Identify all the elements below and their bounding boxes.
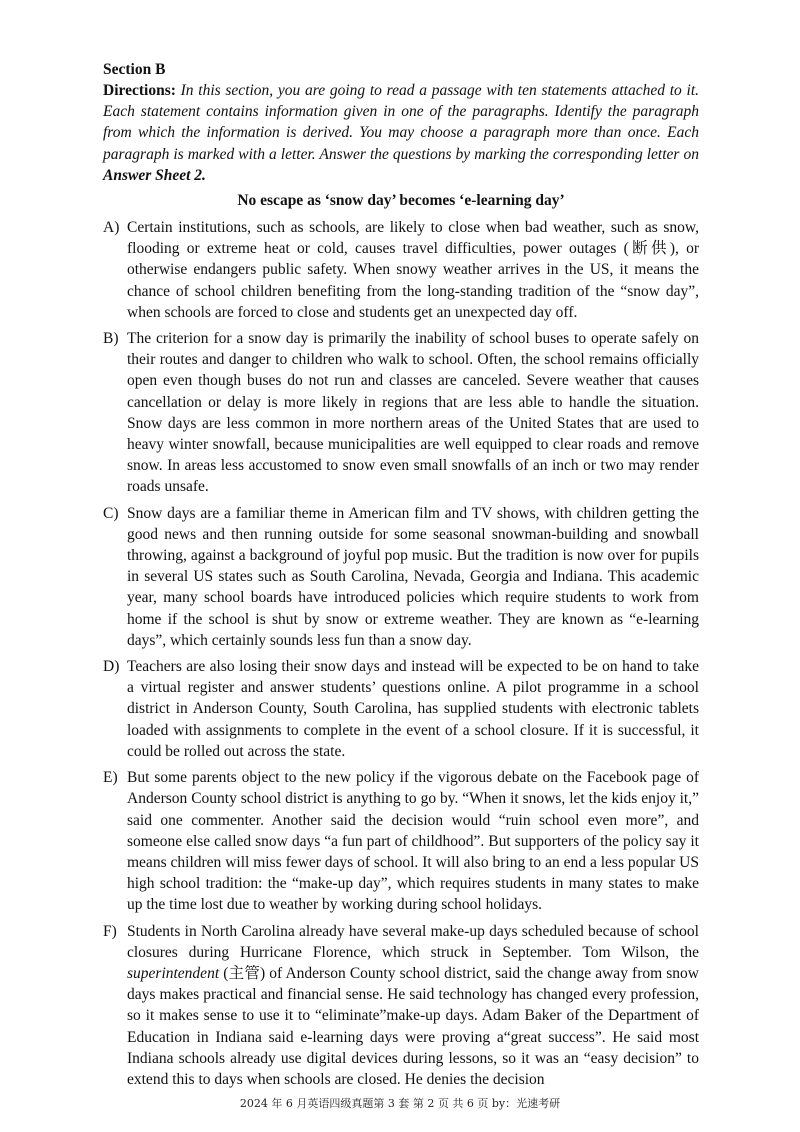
exam-page <box>103 59 699 1095</box>
paragraph-letter: C) <box>103 504 119 522</box>
paragraph-a <box>103 217 699 323</box>
paragraph-d <box>103 656 699 762</box>
passage-title: No escape as ‘snow day’ becomes ‘e-learning day’ <box>237 192 565 210</box>
paragraph-text-part: (主管) of Anderson County school district, said the change away from snow days makes practical and financial sense. He said technology has changed every profession, so it makes sense to use it to “eliminate”make-up days. Adam Baker of the Department of Education in Indiana said e-learning days were proving a“great success”. He said most Indiana schools already use digital devices during lessons, so it was an “easy decision” to extend this to days when schools are closed. He denies the decision <box>127 964 699 1088</box>
directions-lead: Directions: <box>103 82 176 99</box>
directions-answer-sheet: Answer Sheet 2. <box>103 166 206 184</box>
page-footer: 2024 年 6 月英语四级真题第 3 套 第 2 页 共 6 页 by：光速考研 <box>239 1097 561 1110</box>
paragraph-e <box>103 767 699 915</box>
paragraph-text-part: Students in North Carolina already have several make-up days scheduled because of school closures during Hurricane Florence, which struck in September. Tom Wilson, the <box>127 922 699 961</box>
paragraph-letter: E) <box>103 769 118 787</box>
paragraph-b <box>103 328 699 498</box>
paragraph-text <box>127 923 699 1088</box>
paragraph-text: Teachers are also losing their snow days and instead will be expected to be on hand to take a virtual register and answer students’ questions online. A pilot programme in a school district in Anderson County, South Carolina, has supplied students with electronic tablets loaded with assignments to complete in the event of a school closure. If it is successful, it could be rolled out across the state. <box>127 658 699 760</box>
paragraph-text: Snow days are a familiar theme in American film and TV shows, with children getting the good news and then running outside for some seasonal snowman-building and snowball throwing, against a background of joyful pop music. But the tradition is now over for pupils in several US states such as South Carolina, Nevada, Georgia and Indiana. This academic year, many school boards have introduced policies which require students to work from home if the school is shut by snow or extreme weather. They are known as “e-learning days”, which certainly sounds less fun than a snow day. <box>127 504 699 649</box>
paragraph-text: But some parents object to the new policy if the vigorous debate on the Facebook page of Anderson County school district is anything to go by. “When it snows, let the kids enjoy it,” said one commenter. Another said the decision would “ruin school even more”, and someone else called snow days “a fun part of childhood”. But supporters of the policy say it means children will miss fewer days of school. It will also bring to an end a less popular US high school tradition: the “make-up day”, which requires students in many states to make up the time lost due to weather by working during school holidays. <box>127 769 699 914</box>
paragraph-f <box>103 921 699 1091</box>
paragraph-c <box>103 503 699 651</box>
paragraph-letter: A) <box>103 219 120 237</box>
paragraph-letter: B) <box>103 330 119 348</box>
directions-body: In this section, you are going to read a passage with ten statements attached to it. Each statement contains information given in one of the paragraphs. Identify the paragraph from which the information is derived. You may choose a paragraph more than once. Each paragraph is marked with a letter. Answer the questions by marking the corresponding letter on <box>103 82 699 163</box>
directions <box>103 80 699 186</box>
paragraph-text: The criterion for a snow day is primarily the inability of school buses to operate safely on their routes and danger to children who walk to school. Often, the school remains officially open even though buses do not run and classes are canceled. Severe weather that causes cancellation or delay is more likely in regions that are less able to handle the situation. Snow days are less common in more northern areas of the United States that are used to heavy winter snowfall, because municipalities are well equipped to clear roads and remove snow. In areas less accustomed to snow even small snowfalls of an inch or two may render roads unsafe. <box>127 330 699 496</box>
paragraph-letter: F) <box>103 922 117 940</box>
italic-term: superintendent <box>127 964 220 982</box>
section-heading: Section B <box>103 61 166 78</box>
paragraph-text: Certain institutions, such as schools, are likely to close when bad weather, such as snow, flooding or extreme heat or cold, causes travel difficulties, power outages (断供), or otherwise endangers public safety. When snowy weather arrives in the US, it means the chance of school children benefiting from the long-standing tradition of the “snow day”, when schools are forced to close and students get an unexpected day off. <box>127 219 699 321</box>
paragraph-letter: D) <box>103 658 120 676</box>
